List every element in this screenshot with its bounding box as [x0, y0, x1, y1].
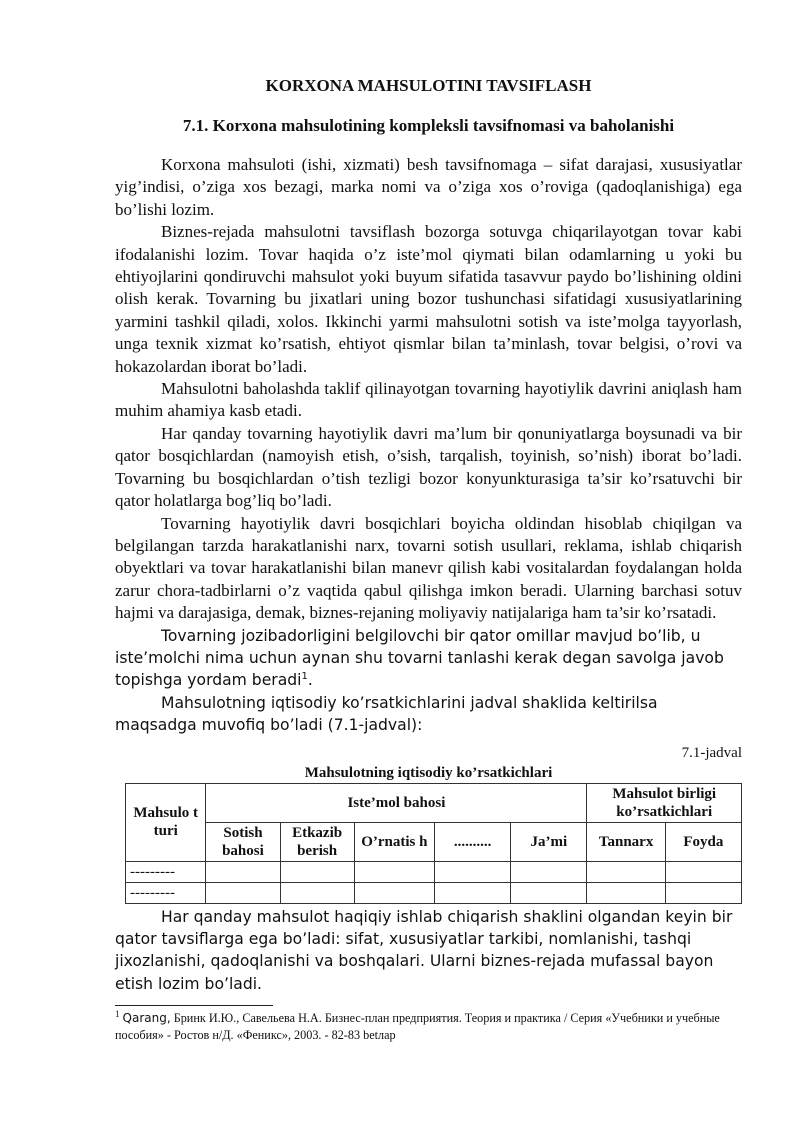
table-cell	[435, 882, 511, 903]
paragraph-text: Tovarning jozibadorligini belgilovchi bir qator omillar mavjud bo’lib, u iste’molchi nima uchun aynan shu tovarni tanlashi kerak degan savolga javob topishga yordam beradi	[115, 626, 724, 690]
document-page	[115, 60, 742, 1044]
header-total: Ja’mi	[511, 822, 587, 861]
table-cell: ---------	[126, 861, 206, 882]
table-cell	[435, 861, 511, 882]
footnote-text: Бринк И.Ю., Савельева Н.А. Бизнес-план предприятия. Теория и практика / Серия «Учебники и учебные пособия» - Ростов н/Д. «Феникс», 2003. - 82-83 betлар	[115, 1011, 720, 1043]
footnote-lead: Qarang,	[122, 1011, 171, 1026]
indicators-table	[125, 783, 742, 904]
table-subheader-row	[126, 822, 742, 861]
table-cell	[511, 861, 587, 882]
header-sales-price: Sotish bahosi	[206, 822, 280, 861]
header-unit-indicators: Mahsulot birligi ko’rsatkichlari	[587, 783, 742, 822]
paragraph-with-footnote	[115, 625, 742, 692]
paragraph: Biznes-rejada mahsulotni tavsiflash bozorga sotuvga chiqarilayotgan tovar kabi ifodalanishi lozim. Tovar haqida o’z iste’mol qiymati bilan odamlarning u yoki bu ehtiyojlarini qondiruvchi mahsulot yoki buyum sifatida tasavvur paydo bo’lishining oldini olish kerak. Tovarning bu jixatlari uning bozor tushunchasi sifatidagi xususiyatlarining yarmini tashkil qiladi, xolos. Ikkinchi yarmi mahsulotni sotish va iste’molga tayyorlash, unga texnik xizmat ko’rsatish, ehtiyot qismlar bilan ta’minlash, tovar belgisi, o’rovi va hokazolardan iborat bo’ladi.	[115, 222, 742, 376]
footnote-separator	[115, 1005, 273, 1006]
table-cell	[280, 882, 354, 903]
table-cell	[665, 882, 741, 903]
table-cell	[665, 861, 741, 882]
table-cell	[280, 861, 354, 882]
body-text	[115, 154, 742, 737]
table-header-row	[126, 783, 742, 822]
table-cell	[206, 861, 280, 882]
header-delivery: Etkazib berish	[280, 822, 354, 861]
paragraph: Mahsulotning iqtisodiy ko’rsatkichlarini jadval shaklida keltirilsa maqsadga muvofiq bo’ladi (7.1-jadval):	[115, 693, 658, 735]
table-cell: ---------	[126, 882, 206, 903]
paragraph-end: .	[307, 671, 313, 690]
footnote-reference[interactable]: 1	[301, 671, 308, 683]
paragraph: Tovarning hayotiylik davri bosqichlari boyicha oldindan hisoblab chiqilgan va belgilangan tarzda harakatlanishi narx, tovarni sotish usullari, reklama, ishlab chiqarish obyektlari va tovar harakatlanishi bilan manevr qilish kabi vositalardan foydalangan holda zarur chora-tadbirlarni o’z vaqtida qabul qilishga imkon beradi. Ularning barchasi sotuv hajmi va darajasiga, demak, biznes-rejaning moliyaviy natijalariga ham ta’sir ko’rsatadi.	[115, 513, 742, 623]
table-number: 7.1-jadval	[681, 744, 742, 761]
paragraph: Har qanday tovarning hayotiylik davri ma’lum bir qonuniyatlarga boysunadi va bir qator bosqichlardan (namoyish etish, o’sish, tarqalish, toyinish, so’nish) iborat bo’ladi. Tovarning bu bosqichlardan o’tish tezligi bozor konyunkturasiga ta’sir ko’rsatuvchi bir qator holatlarga bog’liq bo’ladi.	[115, 423, 742, 511]
table-title: Mahsulotning iqtisodiy ko’rsatkichlari	[304, 764, 553, 781]
table-cell	[511, 882, 587, 903]
table-row	[126, 861, 742, 882]
paragraph: Korxona mahsuloti (ishi, xizmati) besh tavsifnomaga – sifat darajasi, xususiyatlar yig’indisi, o’ziga xos bezagi, marka nomi va o’ziga xos o’roviga (qadoqlanishiga) ega bo’lishi lozim.	[115, 155, 742, 219]
footnote	[115, 1010, 742, 1044]
section-heading: 7.1. Korxona mahsulotining kompleksli tavsifnomasi va baholanishi	[182, 116, 675, 135]
table-cell	[354, 861, 434, 882]
header-product-type: Mahsulo t turi	[126, 783, 206, 861]
table-cell	[587, 882, 665, 903]
table-cell	[206, 882, 280, 903]
header-profit: Foyda	[665, 822, 741, 861]
chapter-heading: KORXONA MAHSULOTINI TAVSIFLASH	[265, 76, 592, 95]
header-cost: Tannarx	[587, 822, 665, 861]
header-consumer-price: Iste’mol bahosi	[206, 783, 587, 822]
paragraph: Mahsulotni baholashda taklif qilinayotgan tovarning hayotiylik davrini aniqlash ham muhim ahamiya kasb etadi.	[115, 379, 742, 421]
table-cell	[354, 882, 434, 903]
paragraph: Har qanday mahsulot haqiqiy ishlab chiqarish shaklini olgandan keyin bir qator tavsiflarga ega bo’ladi: sifat, xususiyatlar tarkibi, nomlanishi, tashqi jixozlanishi, qadoqlanishi va boshqalari. Ularni biznes-rejada mufassal bayon etish lozim bo’ladi.	[115, 907, 733, 993]
header-installation: O’rnatis h	[354, 822, 434, 861]
footnote-mark: 1	[115, 1009, 120, 1020]
header-ellipsis: ..........	[435, 822, 511, 861]
table-cell	[587, 861, 665, 882]
table-row	[126, 882, 742, 903]
